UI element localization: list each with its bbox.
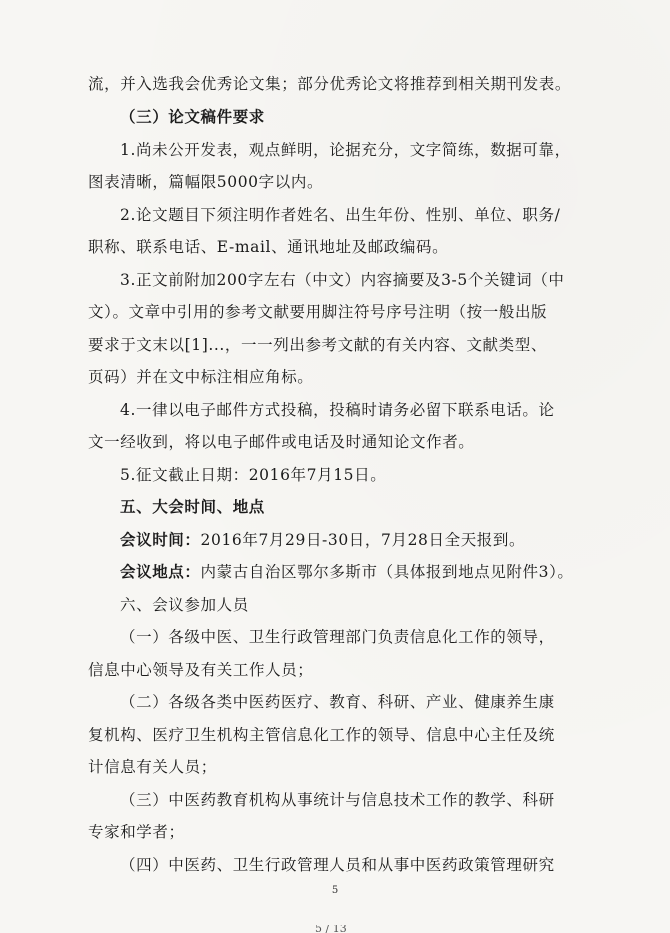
text-line-20	[120, 692, 555, 712]
line-24-text: 专家和学者；	[88, 823, 185, 841]
line-10-text: 页码）并在文中标注相应角标。	[88, 368, 314, 386]
text-line-5	[120, 205, 560, 225]
line-12-text: 文一经收到，将以电子邮件或电话及时通知论文作者。	[88, 433, 475, 451]
line-9-text: 要求于文末以[1]...，一一列出参考文献的有关内容、文献类型、	[88, 336, 547, 354]
text-line-19	[88, 660, 313, 680]
line-20-text: （二）各级各类中医药医疗、教育、科研、产业、健康养生康	[120, 693, 555, 711]
text-line-11	[120, 400, 555, 420]
text-line-9	[88, 335, 547, 355]
text-line-6	[88, 237, 448, 257]
line-18-text: （一）各级中医、卫生行政管理部门负责信息化工作的领导，	[120, 628, 555, 646]
line-11-text: 4.一律以电子邮件方式投稿，投稿时请务必留下联系电话。论	[120, 401, 555, 419]
line-22-text: 计信息有关人员；	[88, 758, 217, 776]
line-25-text: （四）中医药、卫生行政管理人员和从事中医药政策管理研究	[120, 856, 555, 874]
text-line-21	[88, 725, 555, 745]
text-line-3	[120, 140, 571, 160]
text-line-13	[120, 465, 386, 485]
text-line-10	[88, 367, 313, 387]
line-23-text: （三）中医药教育机构从事统计与信息技术工作的教学、科研	[120, 791, 555, 809]
line-2-text: （三）论文稿件要求	[120, 107, 265, 126]
meeting-location-value: 内蒙古自治区鄂尔多斯市（具体报到地点见附件3）。	[200, 563, 574, 581]
text-line-25	[120, 855, 555, 875]
line-8-text: 文）。文章中引用的参考文献要用脚注符号序号注明（按一般出版	[88, 303, 548, 321]
page-number: 5	[331, 885, 339, 896]
text-line-4	[88, 172, 323, 192]
text-line-8	[88, 302, 547, 322]
text-line-22	[88, 757, 217, 777]
meeting-time-line	[120, 530, 525, 550]
page-counter-footer: 5 / 13	[315, 925, 347, 933]
line-4-text: 图表清晰，篇幅限5000字以内。	[88, 173, 324, 191]
heading-time-location	[120, 497, 265, 517]
meeting-location-label: 会议地点：	[120, 562, 201, 581]
line-19-text: 信息中心领导及有关工作人员；	[88, 661, 314, 679]
heading-participants	[120, 595, 249, 615]
line-3-text: 1.尚未公开发表，观点鲜明，论据充分，文字简练，数据可靠，	[120, 141, 571, 159]
line-6-text: 职称、联系电话、E-mail、通讯地址及邮政编码。	[88, 238, 449, 256]
text-line-1	[88, 74, 571, 94]
meeting-time-label: 会议时间：	[120, 530, 201, 549]
line-5-text: 2.论文题目下须注明作者姓名、出生年份、性别、单位、职务/	[120, 206, 561, 224]
meeting-time-value: 2016年7月29日-30日，7月28日全天报到。	[200, 531, 526, 549]
line-13-text: 5.征文截止日期：2016年7月15日。	[120, 466, 387, 484]
subheading-paper-requirements	[120, 107, 265, 127]
line-14-text: 五、大会时间、地点	[120, 497, 265, 516]
line-21-text: 复机构、医疗卫生机构主管信息化工作的领导、信息中心主任及统	[88, 726, 555, 744]
line-7-text: 3.正文前附加200字左右（中文）内容摘要及3-5个关键词（中	[120, 271, 565, 289]
text-line-12	[88, 432, 474, 452]
line-17-text: 六、会议参加人员	[120, 596, 249, 614]
text-line-7	[120, 270, 564, 290]
text-line-24	[88, 822, 185, 842]
text-line-18	[120, 627, 555, 647]
line-1-text: 流，并入选我会优秀论文集；部分优秀论文将推荐到相关期刊发表。	[88, 75, 572, 93]
meeting-location-line	[120, 562, 574, 582]
text-line-23	[120, 790, 555, 810]
